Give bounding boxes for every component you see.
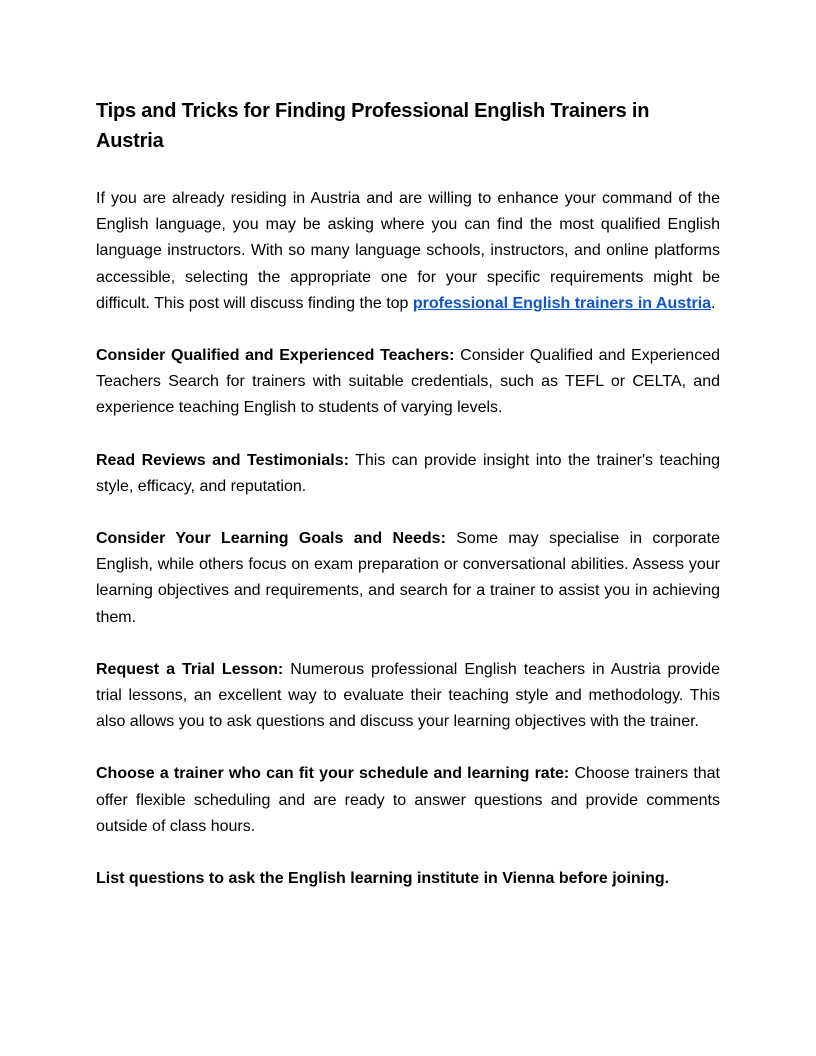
section-schedule bbox=[96, 761, 720, 840]
section-trial-lesson bbox=[96, 657, 720, 736]
document-page bbox=[96, 96, 720, 918]
section-body: Choose trainers that offer flexible scheduling and are ready to answer questions and provide comments outside of class hours. bbox=[96, 765, 721, 835]
section-heading: Request a Trial Lesson: bbox=[96, 660, 284, 678]
section-reviews bbox=[96, 448, 720, 500]
closing-paragraph bbox=[96, 866, 720, 892]
intro-text: If you are already residing in Austria and are willing to enhance your command of the English language, you may be asking where you can find the most qualified English language instructors. With so many language schools, instructors, and online platforms accessible, selecting the appropriate one for your specific requirements might be difficult. This post will discuss finding the top bbox=[96, 190, 720, 312]
section-heading: Read Reviews and Testimonials: bbox=[96, 451, 349, 469]
section-body: This can provide insight into the trainer's teaching style, efficacy, and reputation. bbox=[96, 451, 721, 495]
section-body: Consider Qualified and Experienced Teachers Search for trainers with suitable credentials, such as TEFL or CELTA, and experience teaching English to students of varying levels. bbox=[96, 347, 720, 417]
section-body: Numerous professional English teachers in Austria provide trial lessons, an excellent way to evaluate their teaching style and methodology. This also allows you to ask questions and discuss your learning objectives with the trainer. bbox=[96, 660, 720, 731]
section-heading: Consider Your Learning Goals and Needs: bbox=[96, 530, 446, 548]
section-heading: Consider Qualified and Experienced Teachers: bbox=[96, 347, 455, 365]
section-learning-goals bbox=[96, 526, 720, 631]
intro-paragraph bbox=[96, 186, 720, 317]
section-heading: Choose a trainer who can fit your schedule and learning rate: bbox=[96, 765, 570, 783]
professional-trainers-link[interactable]: professional English trainers in Austria bbox=[412, 294, 712, 312]
intro-after-link: . bbox=[711, 294, 716, 312]
page-title: Tips and Tricks for Finding Professional English Trainers in Austria bbox=[96, 100, 650, 152]
section-body: Some may specialise in corporate English, while others focus on exam preparation or conversational abilities. Assess your learning objectives and requirements, and search for a trainer to assist you in achieving them. bbox=[96, 530, 721, 626]
closing-text: List questions to ask the English learning institute in Vienna before joining. bbox=[96, 870, 670, 888]
section-qualified-teachers bbox=[96, 343, 720, 422]
